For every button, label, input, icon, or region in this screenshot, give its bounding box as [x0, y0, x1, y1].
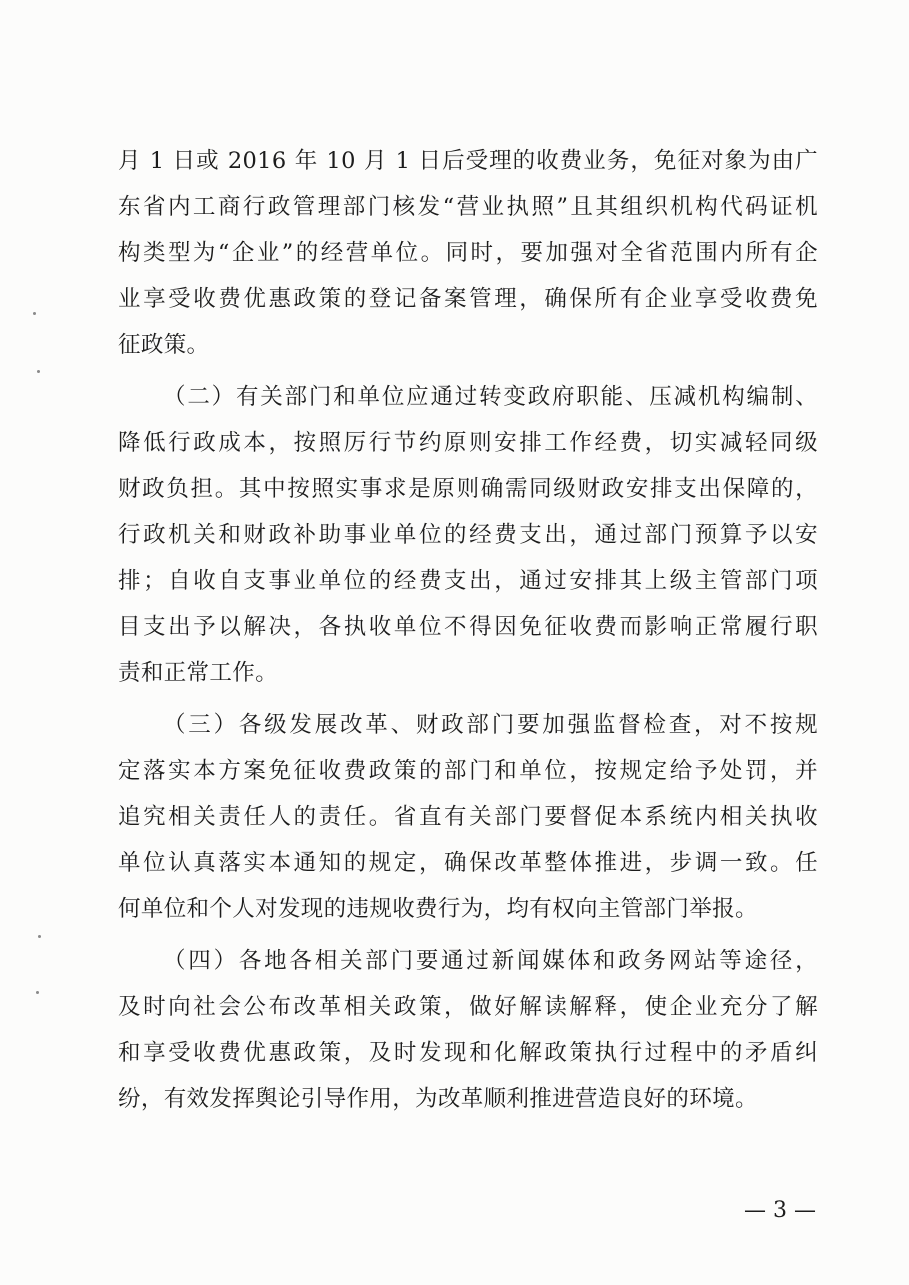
text-line: 和享受收费优惠政策，及时发现和化解政策执行过程中的矛盾纠: [118, 1040, 818, 1066]
text-line: 定落实本方案免征收费政策的部门和单位，按规定给予处罚，并: [118, 758, 818, 784]
paragraph: [118, 938, 818, 1122]
paragraph: [118, 702, 818, 932]
paragraph: [118, 374, 818, 696]
text-line: 纷，有效发挥舆论引导作用，为改革顺利推进营造良好的环境。: [118, 1086, 758, 1112]
text-line: 目支出予以解决，各执收单位不得因免征收费而影响正常履行职: [118, 614, 818, 640]
text-line: （四）各地各相关部门要通过新闻媒体和政务网站等途径，: [163, 948, 818, 974]
scan-speck: [37, 370, 40, 373]
scan-speck: [36, 991, 39, 994]
text-line: 单位认真落实本通知的规定，确保改革整体推进，步调一致。任: [118, 850, 818, 876]
text-line: 构类型为“企业”的经营单位。同时，要加强对全省范围内所有企: [118, 240, 818, 266]
page-number: — 3 —: [744, 1198, 816, 1223]
text-line: 月 1 日或 2016 年 10 月 1 日后受理的收费业务，免征对象为由广: [118, 148, 818, 174]
text-line: （二）有关部门和单位应通过转变政府职能、压减机构编制、: [163, 384, 818, 410]
body-text: [118, 138, 818, 1122]
text-line: 及时向社会公布改革相关政策，做好解读解释，使企业充分了解: [118, 994, 818, 1020]
scan-speck: [33, 312, 36, 315]
scan-speck: [38, 935, 41, 938]
text-line: 征政策。: [118, 332, 210, 358]
text-line: 降低行政成本，按照厉行节约原则安排工作经费，切实减轻同级: [118, 430, 818, 456]
paragraph: [118, 138, 818, 368]
text-line: 东省内工商行政管理部门核发“营业执照”且其组织机构代码证机: [118, 194, 818, 220]
text-line: 排；自收自支事业单位的经费支出，通过安排其上级主管部门项: [118, 568, 818, 594]
text-line: 财政负担。其中按照实事求是原则确需同级财政安排支出保障的，: [118, 476, 818, 502]
text-line: 业享受收费优惠政策的登记备案管理，确保所有企业享受收费免: [118, 286, 818, 312]
text-line: 追究相关责任人的责任。省直有关部门要督促本系统内相关执收: [118, 804, 818, 830]
text-line: （三）各级发展改革、财政部门要加强监督检查，对不按规: [163, 712, 818, 738]
text-line: 行政机关和财政补助事业单位的经费支出，通过部门预算予以安: [118, 522, 818, 548]
text-line: 何单位和个人对发现的违规收费行为，均有权向主管部门举报。: [118, 896, 758, 922]
text-line: 责和正常工作。: [118, 660, 278, 686]
